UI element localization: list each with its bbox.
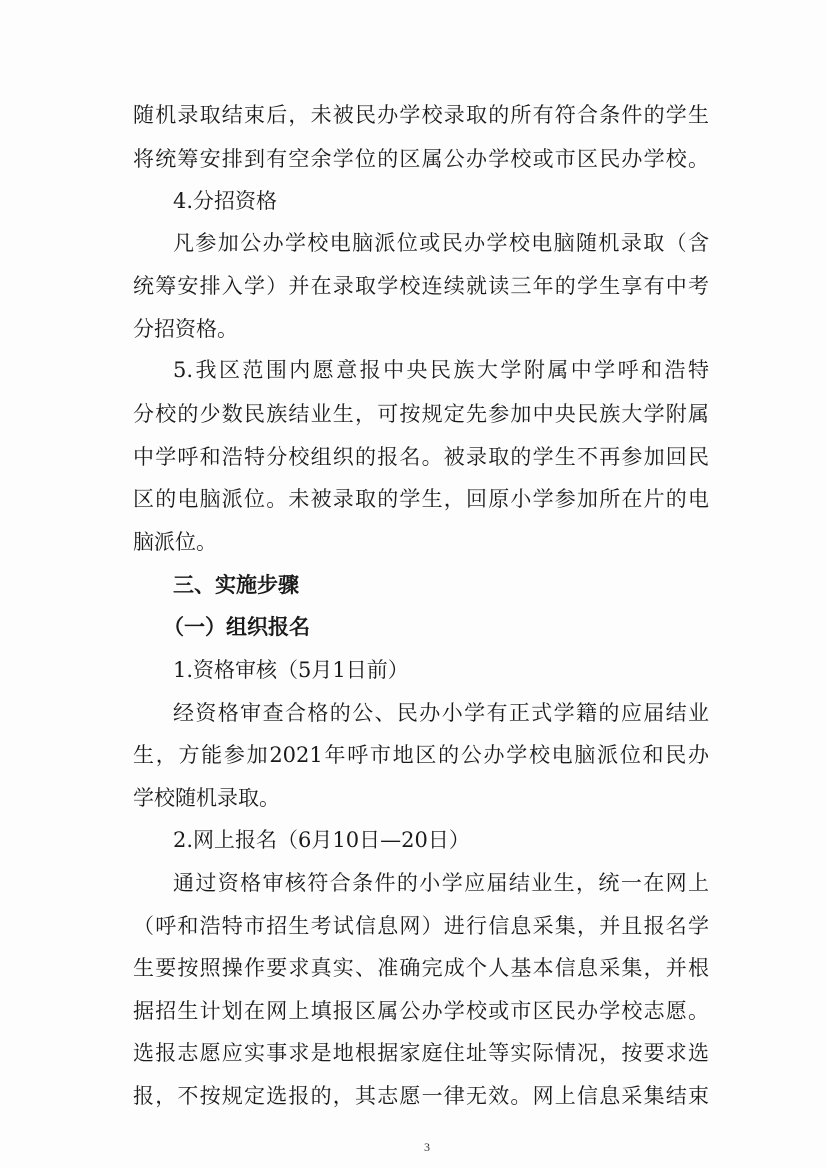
body-text-line: 分招资格。 <box>133 317 238 341</box>
body-text-line: 报，不按规定选报的，其志愿一律无效。网上信息采集结束 <box>133 1084 709 1108</box>
body-text-line: 凡参加公办学校电脑派位或民办学校电脑随机录取（含 <box>173 231 709 255</box>
body-text-line: 生要按照操作要求真实、准确完成个人基本信息采集，并根 <box>133 956 709 980</box>
body-text-line: 据招生计划在网上填报区属公办学校或市区民办学校志愿。 <box>133 999 709 1023</box>
subsection-heading: 2.网上报名（6月10日—20日） <box>173 828 470 852</box>
body-text-line: 学校随机录取。 <box>133 786 280 810</box>
page-number: 3 <box>424 1140 430 1154</box>
body-text-line: 脑派位。 <box>133 530 217 554</box>
section-heading: 三、实施步骤 <box>173 573 299 597</box>
subsection-heading: 4.分招资格 <box>173 189 278 213</box>
body-text-line: 统筹安排入学）并在录取学校连续就读三年的学生享有中考 <box>133 274 709 298</box>
subsection-heading: （一）组织报名 <box>163 615 310 639</box>
body-text-line: 经资格审查合格的公、民办小学有正式学籍的应届结业 <box>173 701 709 725</box>
body-text-line: （呼和浩特市招生考试信息网）进行信息采集，并且报名学 <box>133 914 709 938</box>
body-text-line: 随机录取结束后，未被民办学校录取的所有符合条件的学生 <box>133 103 709 127</box>
body-text-line: 通过资格审核符合条件的小学应届结业生，统一在网上 <box>173 871 709 895</box>
body-text-line: 将统筹安排到有空余学位的区属公办学校或市区民办学校。 <box>133 147 709 171</box>
subsection-heading: 1.资格审核（5月1日前） <box>173 658 409 682</box>
body-text-line: 分校的少数民族结业生，可按规定先参加中央民族大学附属 <box>133 402 709 426</box>
body-text-line: 5.我区范围内愿意报中央民族大学附属中学呼和浩特 <box>173 358 709 382</box>
body-text-line: 生，方能参加2021年呼市地区的公办学校电脑派位和民办 <box>133 743 709 767</box>
body-text-line: 选报志愿应实事求是地根据家庭住址等实际情况，按要求选 <box>133 1041 709 1065</box>
body-text-line: 中学呼和浩特分校组织的报名。被录取的学生不再参加回民 <box>133 445 709 469</box>
body-text-line: 区的电脑派位。未被录取的学生，回原小学参加所在片的电 <box>133 487 709 511</box>
